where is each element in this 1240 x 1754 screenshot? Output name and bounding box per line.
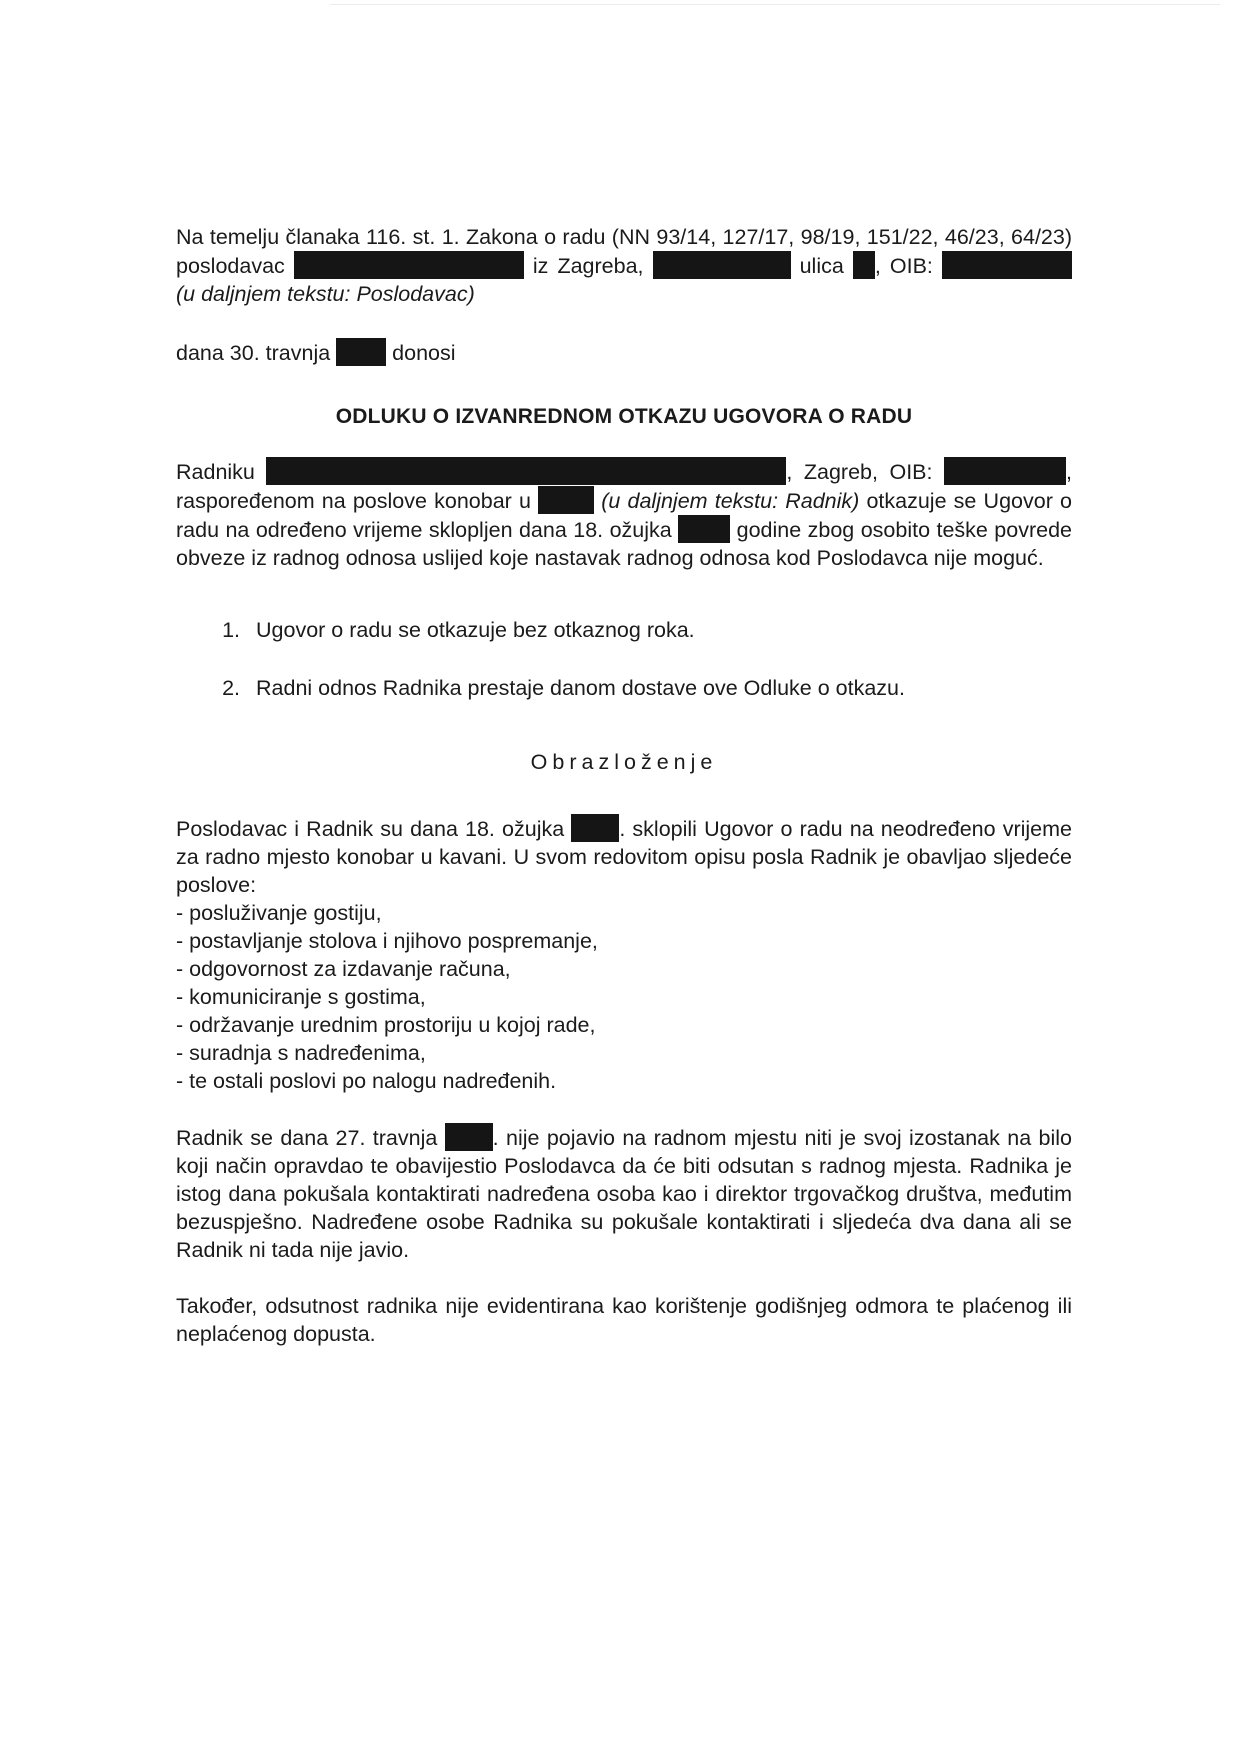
facts-text: . sklopili Ugovor o radu na neodređeno vrijeme za radno mjesto konobar u kavani. U svom redovitom opisu posla Radnik je obavljao sljedeće poslove:: [176, 817, 1072, 897]
duties-list: [176, 899, 1072, 1095]
closing-paragraph: Također, odsutnost radnika nije evidentirana kao korištenje godišnjeg odmora te plaćenog ili neplaćenog dopusta.: [176, 1294, 1072, 1346]
absence-text: . nije pojavio na radnom mjestu niti je svoj izostanak na bilo koji način opravdao te obavijestio Poslodavca da će biti odsutan s radnog mjesta. Radnika je istog dana pokušala kontaktirati nadređena osoba kao i direktor trgovačkog društva, međutim bezuspješno. Nadređene osobe Radnika su pokušale kontaktirati i sljedeća dva dana ali se Radnik ni tada nije javio.: [176, 1126, 1072, 1262]
redacted-contract-year: [678, 515, 730, 543]
date-line: [176, 338, 1072, 367]
duty-item: - suradnja s nadređenima,: [176, 1039, 1072, 1067]
absence-date: Radnik se dana 27. travnja: [176, 1126, 438, 1150]
intro-oib-label: , OIB:: [874, 254, 933, 278]
duty-item: - te ostali poslovi po nalogu nadređenih.: [176, 1067, 1072, 1095]
duty-item: - odgovornost za izdavanje računa,: [176, 955, 1072, 983]
duty-item: - održavanje urednim prostoriju u kojoj rade,: [176, 1011, 1072, 1039]
redacted-employee-name: [266, 457, 786, 485]
redacted-absence-year: [445, 1123, 493, 1151]
intro-city: iz Zagreba,: [532, 254, 644, 278]
decision-recipient-label: Radniku: [176, 460, 255, 484]
decision-item: 1. Ugovor o radu se otkazuje bez otkaznog roka.: [246, 616, 1072, 644]
intro-legal-basis: Na temelju članaka 116. st. 1. Zakona o radu (NN 93/14, 127/17, 98/19, 151/22, 46/23, 64/23) poslodavac: [176, 225, 1072, 278]
decision-employee-alias: (u daljnjem tekstu: Radnik): [601, 489, 860, 513]
redacted-employee-oib: [944, 457, 1066, 485]
redacted-employer-oib: [942, 251, 1072, 279]
decision-reason: godine zbog osobito teške povrede obveze iz radnog odnosa uslijed koje nastavak radnog odnosa kod Poslodavca nije moguć.: [176, 518, 1072, 570]
scan-edge-line: [330, 4, 1220, 5]
decision-items: [176, 616, 1072, 702]
redacted-workplace: [538, 486, 594, 514]
decision-city-oib: , Zagreb, OIB:: [786, 460, 933, 484]
absence-paragraph: [176, 1123, 1072, 1264]
decision-comma: ,: [1066, 460, 1072, 484]
decision-termination: otkazuje se Ugovor o radu na određeno vrijeme sklopljen dana 18. ožujka: [176, 489, 1072, 542]
intro-employer-alias: (u daljnjem tekstu: Poslodavac): [176, 282, 475, 306]
decision-paragraph: [176, 457, 1072, 572]
facts-date: Poslodavac i Radnik su dana 18. ožujka: [176, 817, 565, 841]
intro-paragraph: [176, 223, 1072, 308]
decision-item: 2. Radni odnos Radnika prestaje danom dostave ove Odluke o otkazu.: [246, 674, 1072, 702]
document-page: [176, 223, 1072, 1348]
date-verb: donosi: [392, 341, 456, 365]
duty-item: - postavljanje stolova i njihovo pospremanje,: [176, 927, 1072, 955]
redacted-street-number: [853, 251, 875, 279]
redacted-year: [336, 338, 386, 366]
date-text: dana 30. travnja: [176, 341, 331, 365]
document-title: ODLUKU O IZVANREDNOM OTKAZU UGOVORA O RADU: [335, 405, 913, 428]
decision-position: raspoređenom na poslove konobar u: [176, 489, 531, 513]
duty-item: - komuniciranje s gostima,: [176, 983, 1072, 1011]
redacted-street: [653, 251, 791, 279]
redacted-facts-year: [571, 814, 619, 842]
duty-item: - posluživanje gostiju,: [176, 899, 1072, 927]
facts-paragraph: [176, 814, 1072, 899]
redacted-employer-name: [294, 251, 524, 279]
reasoning-title: Obrazloženje: [530, 750, 718, 774]
intro-street-label: ulica: [799, 254, 844, 278]
